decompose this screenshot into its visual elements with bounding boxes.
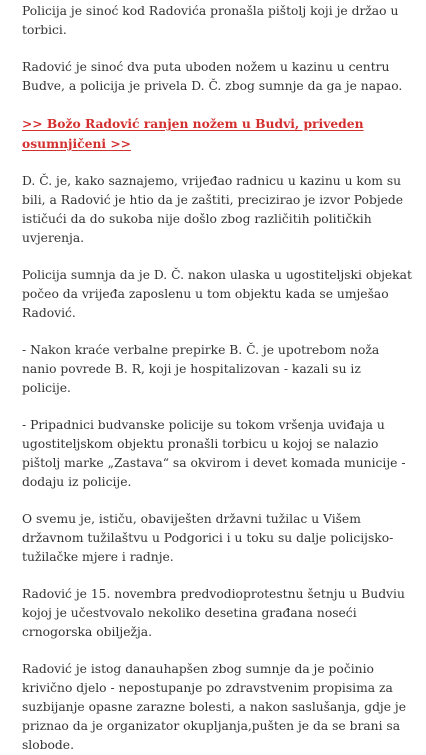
article-paragraph-4: Policija sumnja da je D. Č. nakon ulaska u ugostiteljski objekat počeo da vrijeđa zaposlenu u tom objektu kada se umješao Radović.	[22, 268, 412, 320]
article-paragraph-7: O svemu je, ističu, obaviješten državni tužilac u Višem državnom tužilaštvu u Podgorici i u toku su dalje policijsko- tužilačke mjere i radnje.	[22, 512, 394, 564]
article-paragraph-2: Radović je sinoć dva puta uboden nožem u kazinu u centru Budve, a policija je privela D. Č. zbog sumnje da ga je napao.	[22, 60, 403, 93]
related-article-link[interactable]: >> Božo Radović ranjen nožem u Budvi, priveden osumnjičeni >>	[22, 116, 364, 151]
article-paragraph-1: Policija je sinoć kod Radovića pronašla pištolj koji je držao u torbici.	[22, 4, 399, 37]
article-paragraph-5: - Nakon kraće verbalne prepirke B. Č. je upotrebom noža nanio povrede B. R, koji je hospitalizovan - kazali su iz policije.	[22, 343, 380, 395]
article-paragraph-8: Radović je 15. novembra predvodioprotestnu šetnju u Budviu kojoj je učestvovalo nekoliko desetina građana noseći crnogorska obilježja.	[22, 587, 405, 639]
related-article-paragraph	[22, 114, 412, 154]
article-paragraph-9: Radović je istog danauhapšen zbog sumnje da je počinio krivično djelo - nepostupanje po zdravstvenim propisima za suzbijanje opasne zarazne bolesti, a nakon saslušanja, gdje je priznao da je organizator okupljanja,pušten je da se brani sa slobode.	[22, 662, 407, 752]
article-paragraph-3: D. Č. je, kako saznajemo, vrijeđao radnicu u kazinu u kom su bili, a Radović je htio da je zaštiti, precizirao je izvor Pobjede ističući da do sukoba nije došlo zbog različitih političkih uvjerenja.	[22, 174, 404, 245]
article-paragraph-6: - Pripadnici budvanske policije su tokom vršenja uviđaja u ugostiteljskom objektu pronašli torbicu u kojoj se nalazio pištolj marke „Zastava“ sa okvirom i devet komada municije - dodaju iz policije.	[22, 418, 406, 489]
